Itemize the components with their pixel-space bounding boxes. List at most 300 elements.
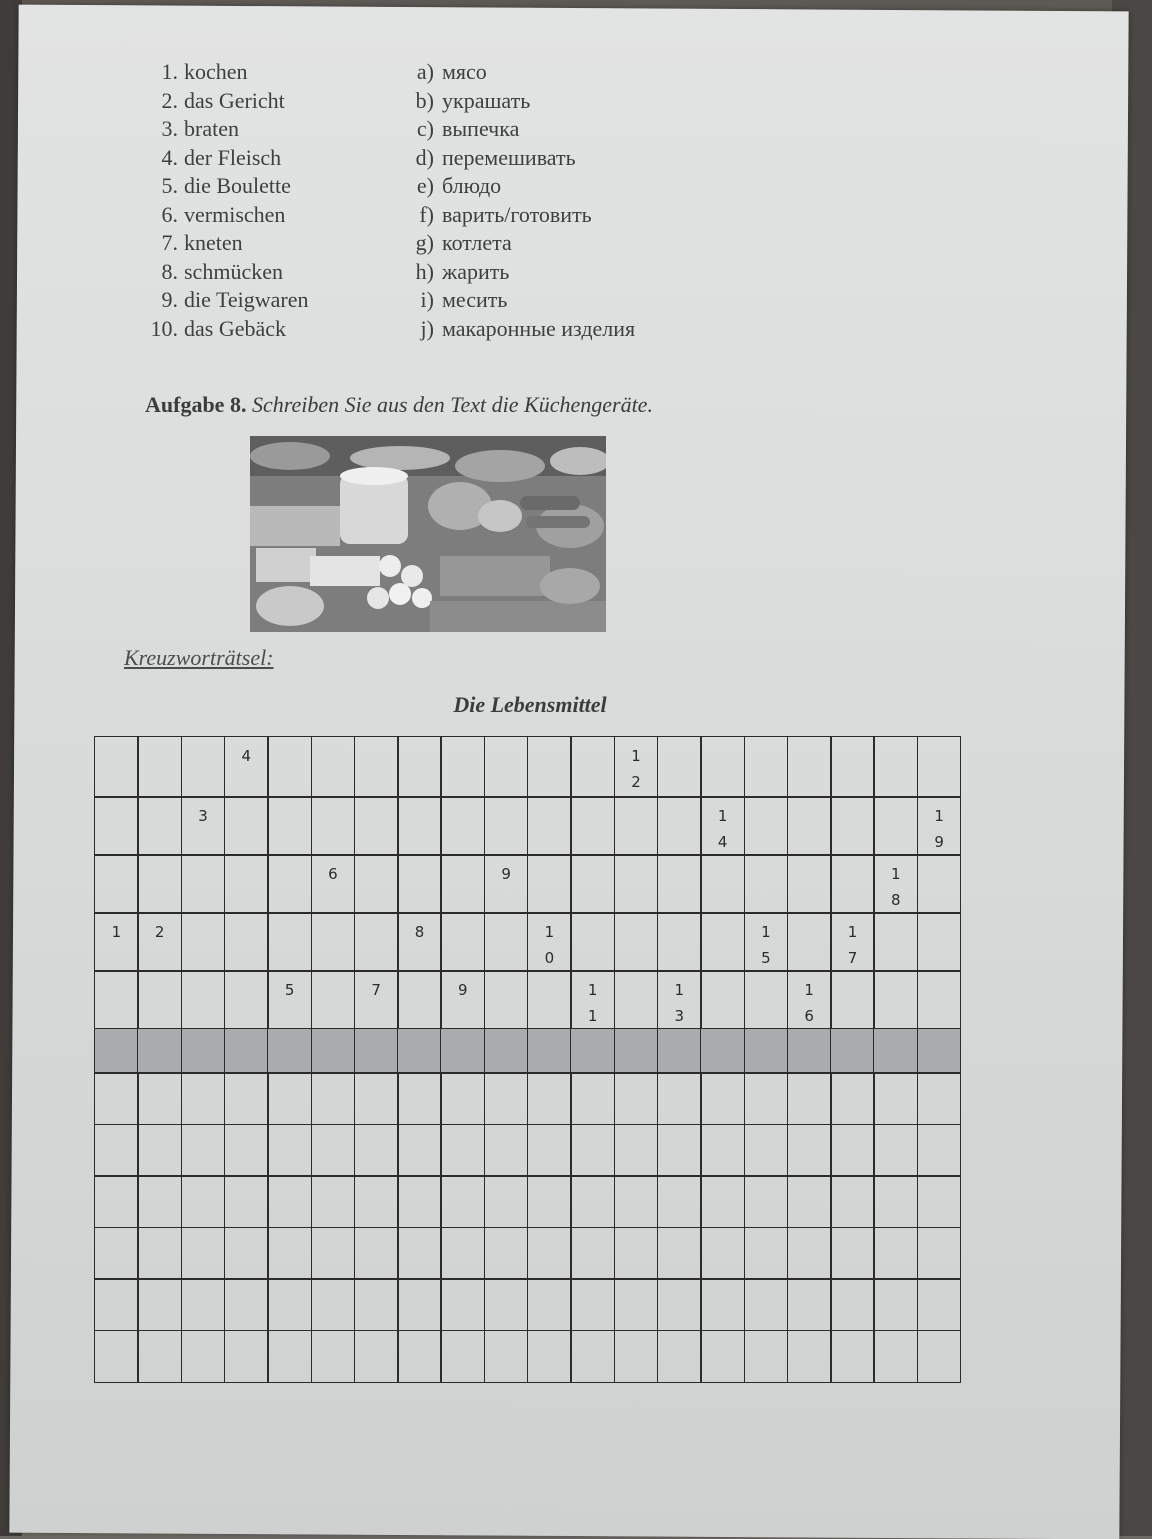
crossword-cell[interactable] [527, 1227, 572, 1280]
crossword-solution-cell[interactable] [311, 1028, 356, 1074]
crossword-cell[interactable] [614, 970, 659, 1030]
answer-letter: g) [415, 230, 434, 256]
crossword-cell[interactable] [137, 912, 182, 972]
crossword-cell[interactable] [397, 736, 442, 798]
crossword-cell[interactable] [570, 1072, 615, 1125]
crossword-cell[interactable] [873, 736, 918, 798]
vocab-row [142, 286, 722, 315]
crossword-cell[interactable] [311, 1227, 356, 1280]
crossword-solution-cell[interactable] [787, 1028, 832, 1074]
russian-word: варить/готовить [442, 201, 592, 227]
clue-number: 1 [111, 923, 122, 941]
crossword-cell[interactable] [94, 970, 139, 1030]
german-word: das Gericht [184, 87, 285, 113]
crossword-cell[interactable] [700, 1278, 745, 1331]
crossword-cell[interactable] [267, 1330, 312, 1383]
crossword-cell[interactable] [657, 1124, 702, 1177]
crossword-cell[interactable] [744, 1124, 789, 1177]
crossword-cell[interactable] [873, 1227, 918, 1280]
crossword-cell[interactable] [224, 1227, 269, 1280]
crossword-cell[interactable] [787, 1227, 832, 1280]
crossword-cell[interactable] [181, 1072, 226, 1125]
vocab-number: 9. [161, 287, 178, 313]
crossword-cell[interactable] [657, 970, 702, 1030]
crossword-cell[interactable] [744, 912, 789, 972]
crossword-cell[interactable] [657, 1278, 702, 1331]
crossword-cell[interactable] [917, 854, 962, 914]
crossword-cell[interactable] [311, 970, 356, 1030]
crossword-cell[interactable] [527, 854, 572, 914]
crossword-cell[interactable] [224, 1175, 269, 1228]
crossword-cell[interactable] [354, 854, 399, 914]
crossword-solution-cell[interactable] [657, 1028, 702, 1074]
crossword-cell[interactable] [787, 854, 832, 914]
crossword-cell[interactable] [700, 1124, 745, 1177]
crossword-solution-cell[interactable] [397, 1028, 442, 1074]
vocabulary-matching-list [142, 58, 722, 343]
crossword-cell[interactable] [354, 912, 399, 972]
crossword-cell[interactable] [917, 736, 962, 798]
crossword-cell[interactable] [657, 1227, 702, 1280]
vocab-number: 8. [161, 258, 178, 284]
crossword-cell[interactable] [311, 736, 356, 798]
crossword-cell[interactable] [527, 1124, 572, 1177]
crossword-cell[interactable] [397, 1072, 442, 1125]
crossword-cell[interactable] [527, 736, 572, 798]
crossword-cell[interactable] [397, 854, 442, 914]
clue-number: 1 8 [891, 865, 901, 909]
crossword-cell[interactable] [440, 854, 485, 914]
crossword-cell[interactable] [744, 796, 789, 856]
crossword-cell[interactable] [354, 1330, 399, 1383]
german-word: kneten [184, 230, 243, 256]
crossword-cell[interactable] [440, 1124, 485, 1177]
crossword-cell[interactable] [873, 1278, 918, 1331]
crossword-cell[interactable] [700, 1175, 745, 1228]
german-word: vermischen [184, 201, 286, 227]
crossword-cell[interactable] [354, 796, 399, 856]
crossword-cell[interactable] [570, 1330, 615, 1383]
crossword-cell[interactable] [440, 1072, 485, 1125]
crossword-solution-cell[interactable] [873, 1028, 918, 1074]
crossword-solution-cell[interactable] [440, 1028, 485, 1074]
crossword-cell[interactable] [484, 1124, 529, 1177]
crossword-cell[interactable] [137, 1278, 182, 1331]
crossword-cell[interactable] [137, 1330, 182, 1383]
crossword-cell[interactable] [657, 854, 702, 914]
crossword-cell[interactable] [657, 1330, 702, 1383]
crossword-cell[interactable] [570, 736, 615, 798]
crossword-cell[interactable] [657, 912, 702, 972]
crossword-cell[interactable] [267, 796, 312, 856]
crossword-cell[interactable] [614, 1227, 659, 1280]
crossword-cell[interactable] [700, 796, 745, 856]
food-photo-illustration [250, 436, 606, 632]
crossword-cell[interactable] [224, 1072, 269, 1125]
crossword-cell[interactable] [224, 854, 269, 914]
crossword-cell[interactable] [614, 796, 659, 856]
crossword-cell[interactable] [397, 1330, 442, 1383]
crossword-cell[interactable] [224, 736, 269, 798]
crossword-cell[interactable] [830, 736, 875, 798]
crossword-cell[interactable] [224, 796, 269, 856]
vocab-row [142, 229, 722, 258]
crossword-cell[interactable] [397, 1278, 442, 1331]
crossword-cell[interactable] [787, 1330, 832, 1383]
vocab-row [142, 58, 722, 87]
clue-number: 7 [371, 981, 381, 999]
crossword-cell[interactable] [614, 854, 659, 914]
crossword-cell[interactable] [744, 1330, 789, 1383]
crossword-cell[interactable] [354, 1072, 399, 1125]
crossword-cell[interactable] [267, 1175, 312, 1228]
answer-letter: j) [420, 315, 434, 341]
crossword-cell[interactable] [397, 970, 442, 1030]
crossword-cell[interactable] [614, 1278, 659, 1331]
crossword-cell[interactable] [181, 736, 226, 798]
crossword-cell[interactable] [917, 796, 962, 856]
crossword-cell[interactable] [267, 1124, 312, 1177]
russian-word: месить [442, 287, 508, 313]
crossword-cell[interactable] [744, 970, 789, 1030]
crossword-cell[interactable] [181, 796, 226, 856]
crossword-solution-cell[interactable] [267, 1028, 312, 1074]
clue-number: 9 [501, 865, 511, 883]
answer-letter: h) [415, 258, 434, 284]
russian-word: макаронные изделия [442, 315, 636, 341]
crossword-cell[interactable] [440, 1278, 485, 1331]
crossword-cell[interactable] [137, 736, 182, 798]
crossword-cell[interactable] [137, 1227, 182, 1280]
crossword-cell[interactable] [873, 970, 918, 1030]
crossword-cell[interactable] [527, 1330, 572, 1383]
answer-letter: i) [420, 287, 434, 313]
crossword-cell[interactable] [917, 1124, 962, 1177]
answer-letter: f) [419, 201, 434, 227]
vocab-row [142, 315, 722, 344]
answer-letter: c) [416, 116, 434, 142]
crossword-cell[interactable] [311, 1124, 356, 1177]
crossword-solution-cell[interactable] [354, 1028, 399, 1074]
crossword-cell[interactable] [94, 736, 139, 798]
crossword-cell[interactable] [224, 1278, 269, 1331]
crossword-cell[interactable] [354, 736, 399, 798]
crossword-cell[interactable] [744, 1175, 789, 1228]
crossword-cell[interactable] [94, 912, 139, 972]
crossword-cell[interactable] [570, 912, 615, 972]
crossword-cell[interactable] [917, 1278, 962, 1331]
crossword-cell[interactable] [830, 1330, 875, 1383]
crossword-cell[interactable] [354, 1278, 399, 1331]
crossword-cell[interactable] [830, 1278, 875, 1331]
crossword-cell[interactable] [527, 1278, 572, 1331]
crossword-cell[interactable] [137, 1175, 182, 1228]
clue-number: 1 2 [631, 747, 641, 791]
crossword-cell[interactable] [484, 1227, 529, 1280]
crossword-cell[interactable] [397, 1227, 442, 1280]
crossword-cell[interactable] [570, 1227, 615, 1280]
crossword-cell[interactable] [830, 1227, 875, 1280]
crossword-cell[interactable] [484, 1072, 529, 1125]
crossword-cell[interactable] [917, 970, 962, 1030]
crossword-cell[interactable] [614, 736, 659, 798]
crossword-cell[interactable] [267, 970, 312, 1030]
vocab-number: 7. [161, 230, 178, 256]
crossword-cell[interactable] [787, 970, 832, 1030]
crossword-solution-cell[interactable] [137, 1028, 182, 1074]
crossword-cell[interactable] [787, 912, 832, 972]
crossword-cell[interactable] [137, 1072, 182, 1125]
russian-word: выпечка [442, 116, 520, 142]
crossword-cell[interactable] [700, 1227, 745, 1280]
crossword-cell[interactable] [787, 1175, 832, 1228]
vocab-number: 3. [161, 116, 178, 142]
crossword-cell[interactable] [484, 1278, 529, 1331]
crossword-cell[interactable] [527, 912, 572, 972]
crossword-cell[interactable] [657, 736, 702, 798]
clue-number: 9 [458, 981, 468, 999]
crossword-cell[interactable] [873, 1330, 918, 1383]
crossword-cell[interactable] [94, 1227, 139, 1280]
german-word: das Gebäck [184, 315, 287, 341]
crossword-cell[interactable] [181, 1278, 226, 1331]
crossword-cell[interactable] [267, 912, 312, 972]
crossword-cell[interactable] [484, 970, 529, 1030]
crossword-cell[interactable] [137, 1124, 182, 1177]
crossword-cell[interactable] [137, 854, 182, 914]
crossword-solution-cell[interactable] [181, 1028, 226, 1074]
crossword-cell[interactable] [267, 736, 312, 798]
crossword-cell[interactable] [570, 854, 615, 914]
crossword-cell[interactable] [830, 1175, 875, 1228]
crossword-solution-cell[interactable] [744, 1028, 789, 1074]
crossword-cell[interactable] [787, 736, 832, 798]
crossword-cell[interactable] [700, 1072, 745, 1125]
crossword-cell[interactable] [830, 970, 875, 1030]
crossword-cell[interactable] [484, 1330, 529, 1383]
crossword-solution-cell[interactable] [830, 1028, 875, 1074]
crossword-cell[interactable] [484, 912, 529, 972]
clue-number: 1 0 [544, 923, 555, 967]
crossword-cell[interactable] [700, 970, 745, 1030]
crossword-cell[interactable] [224, 912, 269, 972]
clue-number: 5 [284, 981, 295, 999]
crossword-cell[interactable] [917, 1227, 962, 1280]
crossword-cell[interactable] [614, 1072, 659, 1125]
crossword-cell[interactable] [440, 970, 485, 1030]
crossword-cell[interactable] [311, 912, 356, 972]
german-word: der Fleisch [184, 144, 282, 170]
crossword-cell[interactable] [917, 1175, 962, 1228]
crossword-cell[interactable] [570, 1175, 615, 1228]
crossword-cell[interactable] [484, 736, 529, 798]
crossword-cell[interactable] [94, 1330, 139, 1383]
crossword-cell[interactable] [614, 1330, 659, 1383]
clue-number: 1 1 [587, 981, 598, 1025]
crossword-cell[interactable] [614, 1175, 659, 1228]
crossword-cell[interactable] [181, 854, 226, 914]
crossword-cell[interactable] [181, 1227, 226, 1280]
clue-number: 1 6 [804, 981, 814, 1025]
clue-number: 1 9 [934, 807, 944, 851]
russian-word: украшать [442, 87, 531, 113]
crossword-cell[interactable] [787, 1072, 832, 1125]
crossword-cell[interactable] [787, 796, 832, 856]
crossword-cell[interactable] [94, 1175, 139, 1228]
crossword-cell[interactable] [440, 796, 485, 856]
russian-word: мясо [442, 59, 487, 85]
crossword-solution-cell[interactable] [614, 1028, 659, 1074]
crossword-cell[interactable] [527, 970, 572, 1030]
crossword-cell[interactable] [873, 796, 918, 856]
crossword-cell[interactable] [744, 736, 789, 798]
crossword-cell[interactable] [137, 796, 182, 856]
crossword-cell[interactable] [267, 1072, 312, 1125]
crossword-cell[interactable] [873, 1124, 918, 1177]
vocab-number: 2. [161, 87, 178, 113]
crossword-solution-cell[interactable] [224, 1028, 269, 1074]
crossword-cell[interactable] [830, 1124, 875, 1177]
crossword-cell[interactable] [917, 912, 962, 972]
crossword-cell[interactable] [354, 1124, 399, 1177]
crossword-cell[interactable] [311, 1175, 356, 1228]
crossword-cell[interactable] [397, 1175, 442, 1228]
german-word: kochen [184, 59, 248, 85]
vocab-row [142, 172, 722, 201]
vocab-number: 6. [161, 201, 178, 227]
crossword-cell[interactable] [440, 1227, 485, 1280]
crossword-cell[interactable] [267, 1227, 312, 1280]
crossword-cell[interactable] [181, 1175, 226, 1228]
crossword-cell[interactable] [94, 1278, 139, 1331]
crossword-cell[interactable] [700, 912, 745, 972]
crossword-cell[interactable] [873, 912, 918, 972]
crossword-cell[interactable] [224, 1124, 269, 1177]
crossword-cell[interactable] [397, 912, 442, 972]
crossword-cell[interactable] [137, 970, 182, 1030]
crossword-cell[interactable] [181, 1330, 226, 1383]
crossword-cell[interactable] [917, 1072, 962, 1125]
crossword-cell[interactable] [440, 1175, 485, 1228]
crossword-cell[interactable] [830, 796, 875, 856]
crossword-cell[interactable] [527, 796, 572, 856]
clue-number: 8 [414, 923, 425, 941]
crossword-cell[interactable] [94, 1072, 139, 1125]
crossword-cell[interactable] [397, 796, 442, 856]
crossword-cell[interactable] [744, 1227, 789, 1280]
crossword-solution-cell[interactable] [94, 1028, 139, 1074]
vocab-row [142, 258, 722, 287]
crossword-cell[interactable] [94, 1124, 139, 1177]
crossword-cell[interactable] [657, 1072, 702, 1125]
crossword-cell[interactable] [484, 854, 529, 914]
crossword-cell[interactable] [657, 1175, 702, 1228]
crossword-cell[interactable] [181, 1124, 226, 1177]
crossword-cell[interactable] [614, 912, 659, 972]
crossword-cell[interactable] [354, 970, 399, 1030]
crossword-solution-cell[interactable] [484, 1028, 529, 1074]
task-instruction: Schreiben Sie aus den Text die Küchengeräte. [251, 392, 653, 417]
crossword-cell[interactable] [873, 1072, 918, 1125]
crossword-cell[interactable] [917, 1330, 962, 1383]
crossword-cell[interactable] [527, 1072, 572, 1125]
crossword-cell[interactable] [873, 1175, 918, 1228]
crossword-cell[interactable] [873, 854, 918, 914]
crossword-cell[interactable] [744, 854, 789, 914]
crossword-cell[interactable] [744, 1072, 789, 1125]
crossword-section-label: Kreuzworträtsel: [124, 645, 274, 670]
clue-number: 4 [241, 747, 252, 765]
crossword-cell[interactable] [311, 854, 356, 914]
crossword-cell[interactable] [570, 1278, 615, 1331]
vocab-row [142, 87, 722, 116]
crossword-cell[interactable] [224, 1330, 269, 1383]
crossword-solution-cell[interactable] [700, 1028, 745, 1074]
crossword-cell[interactable] [311, 1330, 356, 1383]
german-word: braten [184, 116, 239, 142]
crossword-cell[interactable] [181, 912, 226, 972]
crossword-cell[interactable] [354, 1227, 399, 1280]
crossword-cell[interactable] [311, 1072, 356, 1125]
crossword-cell[interactable] [440, 912, 485, 972]
crossword-cell[interactable] [830, 1072, 875, 1125]
crossword-cell[interactable] [440, 736, 485, 798]
crossword-cell[interactable] [570, 970, 615, 1030]
crossword-solution-cell[interactable] [570, 1028, 615, 1074]
crossword-solution-cell[interactable] [917, 1028, 962, 1074]
crossword-cell[interactable] [614, 1124, 659, 1177]
crossword-cell[interactable] [830, 912, 875, 972]
crossword-cell[interactable] [311, 796, 356, 856]
crossword-cell[interactable] [570, 1124, 615, 1177]
clue-number: 1 3 [674, 981, 685, 1025]
crossword-cell[interactable] [94, 796, 139, 856]
russian-word: перемешивать [442, 144, 576, 170]
crossword-cell[interactable] [397, 1124, 442, 1177]
clue-number: 1 4 [717, 807, 728, 851]
clue-number: 6 [328, 865, 338, 883]
russian-word: блюдо [442, 173, 502, 199]
crossword-solution-cell[interactable] [527, 1028, 572, 1074]
crossword-cell[interactable] [267, 1278, 312, 1331]
crossword-cell[interactable] [484, 796, 529, 856]
crossword-cell[interactable] [440, 1330, 485, 1383]
crossword-cell[interactable] [830, 854, 875, 914]
crossword-cell[interactable] [570, 796, 615, 856]
crossword-cell[interactable] [700, 736, 745, 798]
answer-letter: d) [415, 144, 434, 170]
crossword-cell[interactable] [311, 1278, 356, 1331]
answer-letter: e) [416, 173, 434, 199]
crossword-cell[interactable] [181, 970, 226, 1030]
vocab-number: 10. [150, 315, 178, 341]
crossword-cell[interactable] [267, 854, 312, 914]
crossword-cell[interactable] [484, 1175, 529, 1228]
crossword-cell[interactable] [744, 1278, 789, 1331]
crossword-cell[interactable] [527, 1175, 572, 1228]
crossword-cell[interactable] [657, 796, 702, 856]
vocab-row [142, 201, 722, 230]
crossword-cell[interactable] [787, 1278, 832, 1331]
answer-letter: a) [416, 59, 434, 85]
crossword-cell[interactable] [224, 970, 269, 1030]
crossword-cell[interactable] [787, 1124, 832, 1177]
crossword-cell[interactable] [700, 854, 745, 914]
crossword-cell[interactable] [94, 854, 139, 914]
crossword-cell[interactable] [354, 1175, 399, 1228]
russian-word: жарить [442, 258, 510, 284]
crossword-cell[interactable] [700, 1330, 745, 1383]
